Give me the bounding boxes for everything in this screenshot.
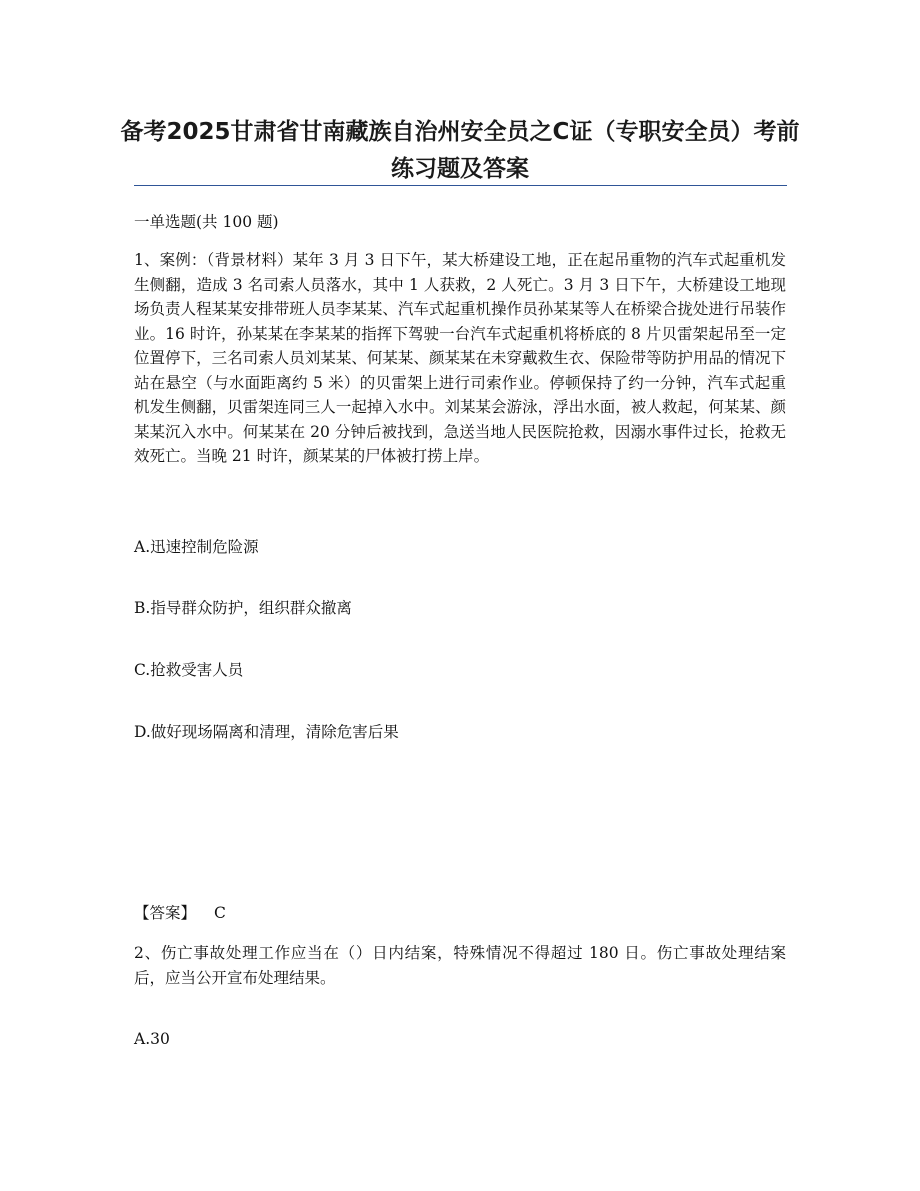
question-1-option-c: C.抢救受害人员	[134, 661, 244, 679]
section-heading: 一单选题(共 100 题)	[134, 213, 279, 231]
question-1-text: 1、案例：（背景材料）某年 3 月 3 日下午，某大桥建设工地，正在起吊重物的汽车式起重机发生侧翻，造成 3 名司索人员落水，其中 1 人获救，2 人死亡。3 月 3 日下午，大桥建设工地现场负责人程某某安排带班人员李某某、汽车式起重机操作员孙某某等人在桥梁合拢处进行吊装作业。16 时许，孙某某在李某某的指挥下驾驶一台汽车式起重机将桥底的 8 片贝雷架起吊至一定位置停下，三名司索人员刘某某、何某某、颜某某在未穿戴救生衣、保险带等防护用品的情况下站在悬空（与水面距离约 5 米）的贝雷架上进行司索作业。停顿保持了约一分钟，汽车式起重机发生侧翻，贝雷架连同三人一起掉入水中。刘某某会游泳，浮出水面，被人救起，何某某、颜某某沉入水中。何某某在 20 分钟后被找到，急送当地人民医院抢救，因溺水事件过长，抢救无效死亡。当晚 21 时许，颜某某的尸体被打捞上岸。	[134, 251, 786, 465]
answer-label: 【答案】	[134, 904, 197, 922]
answer-value: C	[214, 904, 226, 922]
question-1-answer	[134, 901, 786, 926]
question-2-option-a: A.30	[134, 1030, 170, 1048]
question-2-text: 2、伤亡事故处理工作应当在（）日内结案，特殊情况不得超过 180 日。伤亡事故处理结案后，应当公开宣布处理结果。	[134, 944, 786, 987]
question-1-option-d: D.做好现场隔离和清理，清除危害后果	[134, 723, 399, 741]
question-1-option-a: A.迅速控制危险源	[134, 538, 259, 556]
question-1-option-b: B.指导群众防护，组织群众撤离	[134, 599, 352, 617]
document-title: 备考2025甘肃省甘南藏族自治州安全员之C证（专职安全员）考前练习题及答案	[120, 119, 800, 182]
title-divider	[134, 185, 787, 186]
